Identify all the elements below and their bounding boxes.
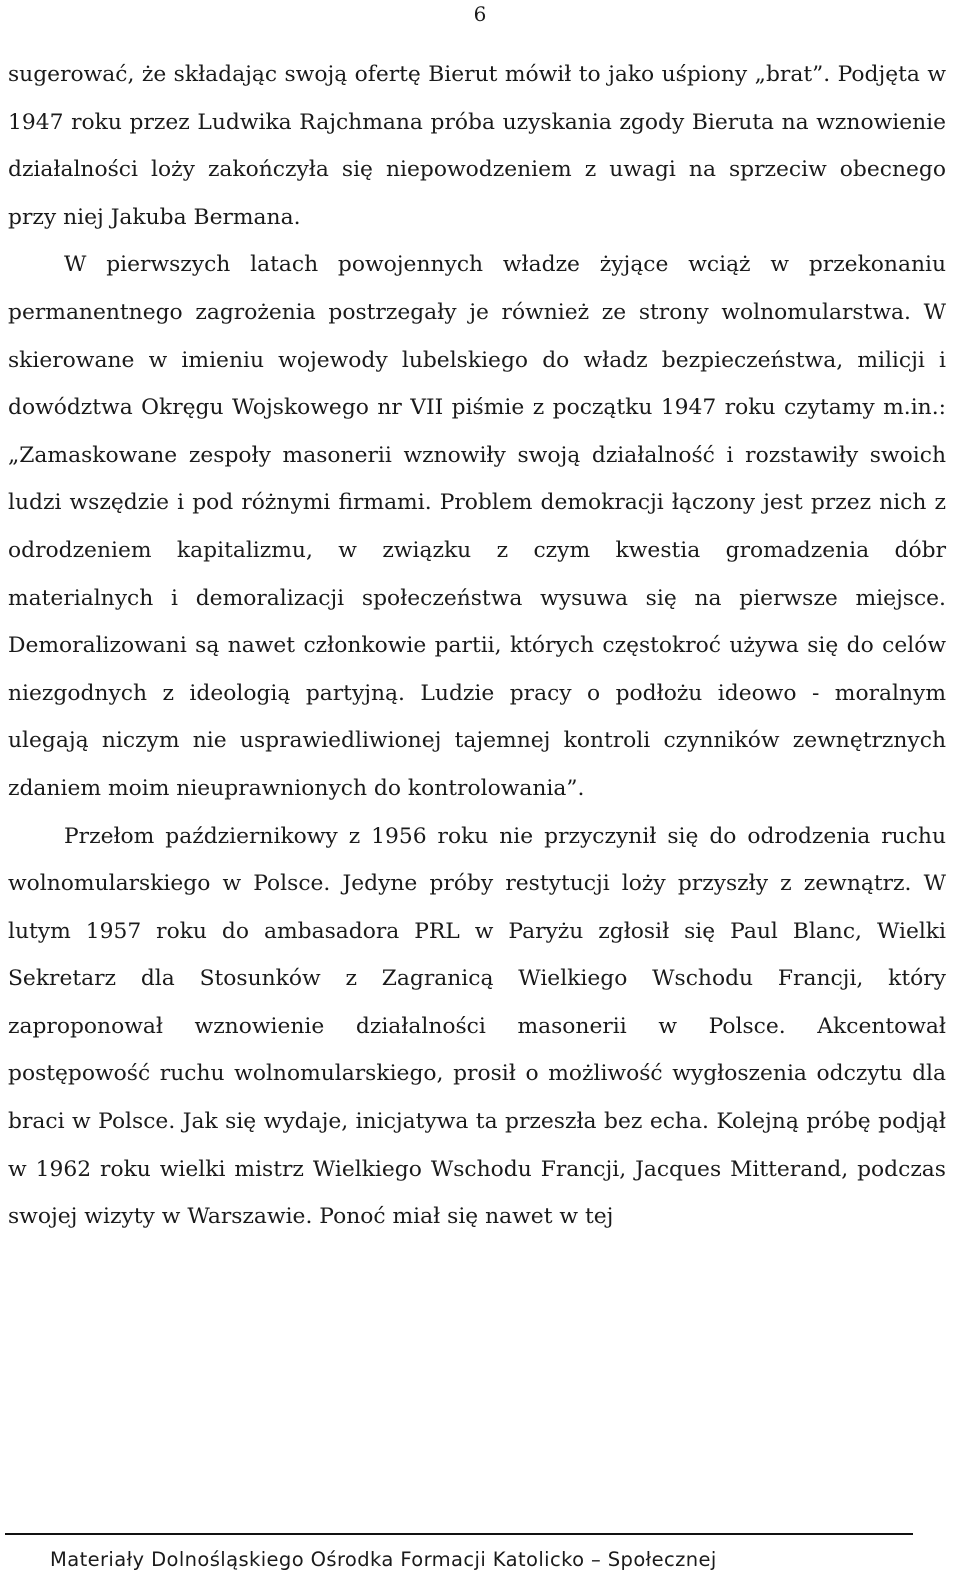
footer-divider — [5, 1533, 913, 1535]
paragraph-1: sugerować, że składając swoją ofertę Bierut mówił to jako uśpiony „brat”. Podjęta w 1947 roku przez Ludwika Rajchmana próba uzyskania zgody Bieruta na wznowienie działalności loży zakończyła się niepowodzeniem z uwagi na sprzeciw obecnego przy niej Jakuba Bermana. — [8, 62, 946, 230]
paragraph-2: W pierwszych latach powojennych władze żyjące wciąż w przekonaniu permanentnego zagrożenia postrzegały je również ze strony wolnomularstwa. W skierowane w imieniu wojewody lubelskiego do władz bezpieczeństwa, milicji i dowództwa Okręgu Wojskowego nr VII piśmie z początku 1947 roku czytamy m.in.: „Zamaskowane zespoły masonerii wznowiły swoją działalność i rozstawiły swoich ludzi wszędzie i pod różnymi firmami. Problem demokracji łączony jest przez nich z odrodzeniem kapitalizmu, w związku z czym kwestia gromadzenia dóbr materialnych i demoralizacji społeczeństwa wysuwa się na pierwsze miejsce. Demoralizowani są nawet członkowie partii, których częstokroć używa się do celów niezgodnych z ideologią partyjną. Ludzie pracy o podłożu ideowo - moralnym ulegają niczym nie usprawiedliwionej tajemnej kontroli czynników zewnętrznych zdaniem moim nieuprawnionych do kontrolowania”. — [8, 252, 946, 801]
footer-text: Materiały Dolnośląskiego Ośrodka Formacji Katolicko – Społecznej — [50, 1548, 717, 1571]
paragraph-3: Przełom październikowy z 1956 roku nie przyczynił się do odrodzenia ruchu wolnomularskiego w Polsce. Jedyne próby restytucji loży przyszły z zewnątrz. W lutym 1957 roku do ambasadora PRL w Paryżu zgłosił się Paul Blanc, Wielki Sekretarz dla Stosunków z Zagranicą Wielkiego Wschodu Francji, który zaproponował wznowienie działalności masonerii w Polsce. Akcentował postępowość ruchu wolnomularskiego, prosił o możliwość wygłoszenia odczytu dla braci w Polsce. Jak się wydaje, inicjatywa ta przeszła bez echa. Kolejną próbę podjął w 1962 roku wielki mistrz Wielkiego Wschodu Francji, Jacques Mitterand, podczas swojej wizyty w Warszawie. Ponoć miał się nawet w tej — [8, 823, 946, 1230]
page-number: 6 — [473, 2, 487, 26]
document-body — [8, 51, 946, 1241]
